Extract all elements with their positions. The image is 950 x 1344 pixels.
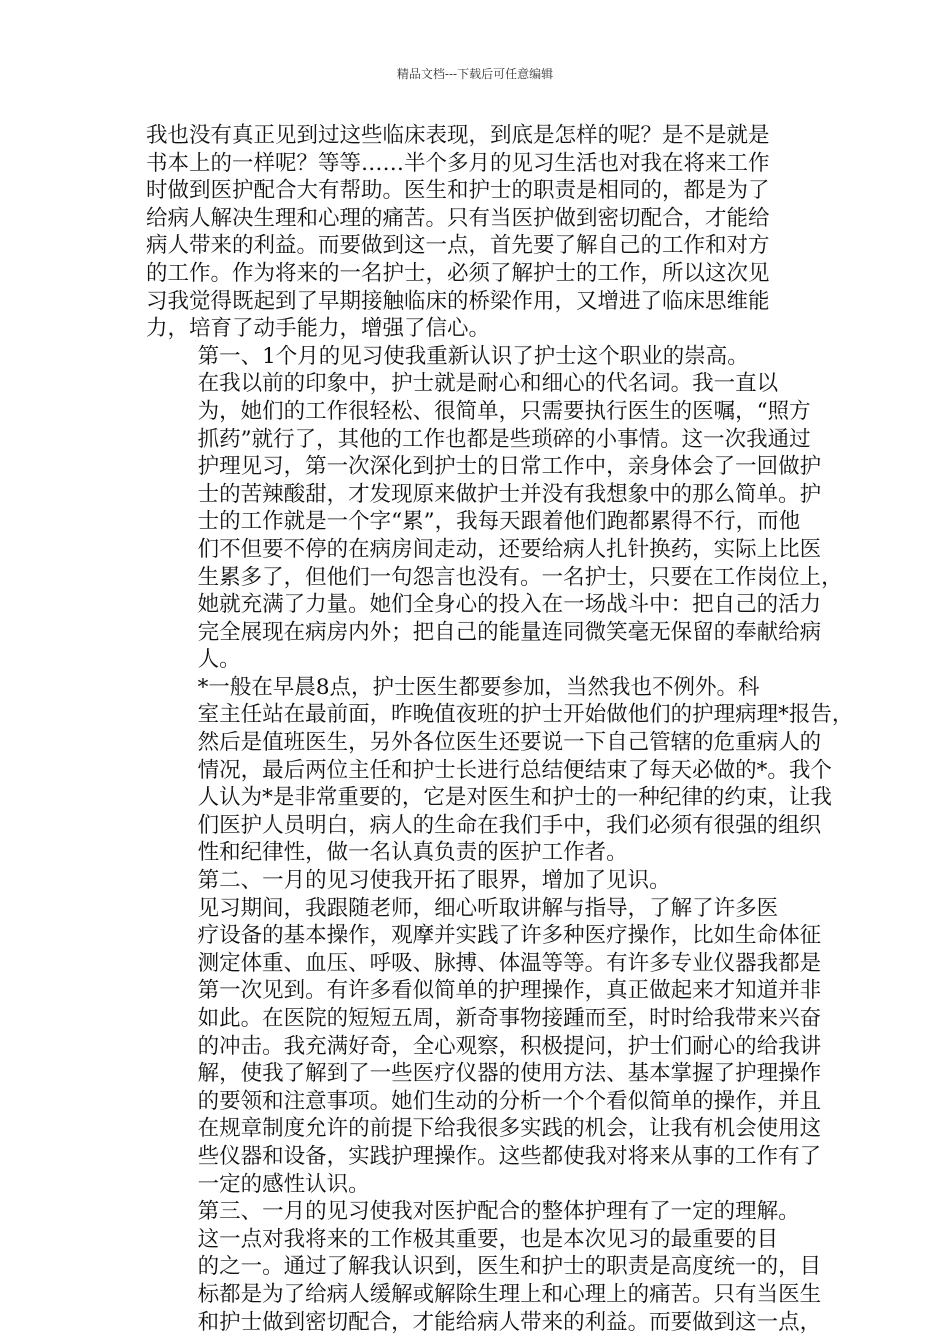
paragraph [146,1198,810,1226]
document-body [146,122,854,1336]
text-line: 见习期间，我跟随老师，细心听取讲解与指导，了解了许多医 [197,895,779,921]
text-line: 在规章制度允许的前提下给我很多实践的机会，让我有机会使用这 [197,1116,822,1142]
text-line: 的要领和注意事项。她们生动的分析一个个看似简单的操作，并且 [197,1088,822,1114]
text-line: 标都是为了给病人缓解或解除生理上和心理上的痛苦。只有当医生 [197,1281,822,1307]
text-line: 性和纪律性，做一名认真负责的医护工作者。 [197,840,628,866]
text-line: 解，使我了解到了一些医疗仪器的使用方法、基本掌握了护理操作 [197,1061,822,1087]
text-line: 抓药”就行了，其他的工作也都是些琐碎的小事情。这一次我通过 [197,426,811,452]
text-line: 如此。在医院的短短五周，新奇事物接踵而至，时时给我带来兴奋 [197,1006,822,1031]
text-line: 的工作。作为将来的一名护士，必须了解护士的工作，所以这次见 [146,260,770,286]
paragraph [146,370,843,674]
text-line: *一般在早晨8点，护士医生都要参加，当然我也不例外。科 [197,674,760,700]
text-line: 她就充满了力量。她们全身心的投入在一场战斗中：把自己的活力 [197,592,822,618]
text-line: 的冲击。我充满好奇，全心观察，积极提问，护士们耐心的给我讲 [197,1033,822,1059]
text-line: 第一次见到。有许多看似简单的护理操作，真正做起来才知道并非 [197,978,822,1004]
text-line: 们不但要不停的在病房间走动，还要给病人扎针换药，实际上比医 [197,536,822,562]
text-line: 习我觉得既起到了早期接触临床的桥梁作用，又增进了临床思维能 [146,288,770,314]
text-line: 生累多了，但他们一句怨言也没有。一名护士，只要在工作岗位上， [197,564,843,590]
text-line: 力，培育了动手能力，增强了信心。 [146,316,491,342]
text-line: 测定体重、血压、呼吸、脉搏、体温等等。有许多专业仪器我都是 [197,950,822,976]
text-line: 完全展现在病房内外；把自己的能量连同微笑毫无保留的奉献给病 [197,619,822,645]
paragraph [146,343,810,371]
text-line: 的之一。通过了解我认识到，医生和护士的职责是高度统一的，目 [197,1254,822,1280]
page-header: 精品文档---下载后可任意编辑 [396,67,554,81]
text-line: 些仪器和设备，实践护理操作。这些都使我对将来从事的工作有了 [197,1143,822,1169]
text-line: 室主任站在最前面，昨晚值夜班的护士开始做他们的护理病理*报告， [197,702,854,728]
text-line: 士的苦辣酸甜，才发现原来做护士并没有我想象中的那么简单。护 [197,481,822,507]
text-line: 和护士做到密切配合，才能给病人带来的利益。而要做到这一点， [197,1309,822,1335]
text-line: 第三、一月的见习使我对医护配合的整体护理有了一定的理解。 [197,1199,800,1225]
text-line: 们医护人员明白，病人的生命在我们手中，我们必须有很强的组织 [197,812,822,838]
text-line: 这一点对我将来的工作极其重要，也是本次见习的最重要的目 [197,1226,779,1252]
text-line: 然后是值班医生，另外各位医生还要说一下自己管辖的危重病人的 [197,730,822,756]
text-line: 情况，最后两位主任和护士长进行总结便结束了每天必做的*。我个 [197,757,832,783]
paragraph [146,674,854,867]
text-line: 书本上的一样呢？等等……半个多月的见习生活也对我在将来工作 [146,150,770,176]
text-line: 给病人解决生理和心理的痛苦。只有当医护做到密切配合，才能给 [146,205,770,231]
text-line: 病人带来的利益。而要做到这一点，首先要了解自己的工作和对方 [146,233,770,259]
text-line: 第一、1个月的见习使我重新认识了护士这个职业的崇高。 [197,343,749,369]
paragraph [146,867,810,895]
text-line: 第二、一月的见习使我开拓了眼界，增加了见识。 [197,868,671,894]
text-line: 为，她们的工作很轻松、很简单，只需要执行医生的医嘱，“照方 [197,398,811,424]
text-line: 时做到医护配合大有帮助。医生和护士的职责是相同的，都是为了 [146,178,770,204]
paragraph [146,122,810,343]
text-line: 士的工作就是一个字“累”，我每天跟着他们跑都累得不行，而他 [197,509,801,535]
text-line: 一定的感性认识。 [197,1171,370,1197]
text-line: 我也没有真正见到过这些临床表现，到底是怎样的呢？是不是就是 [146,123,770,148]
text-line: 疗设备的基本操作，观摩并实践了许多种医疗操作，比如生命体征 [197,923,822,949]
paragraph [146,1226,822,1336]
text-line: 护理见习，第一次深化到护士的日常工作中，亲身体会了一回做护 [197,454,822,480]
text-line: 人。 [197,647,241,673]
text-line: 人认为*是非常重要的，它是对医生和护士的一种纪律的约束，让我 [197,785,832,811]
text-line: 在我以前的印象中，护士就是耐心和细心的代名词。我一直以 [197,371,779,397]
paragraph [146,895,822,1199]
